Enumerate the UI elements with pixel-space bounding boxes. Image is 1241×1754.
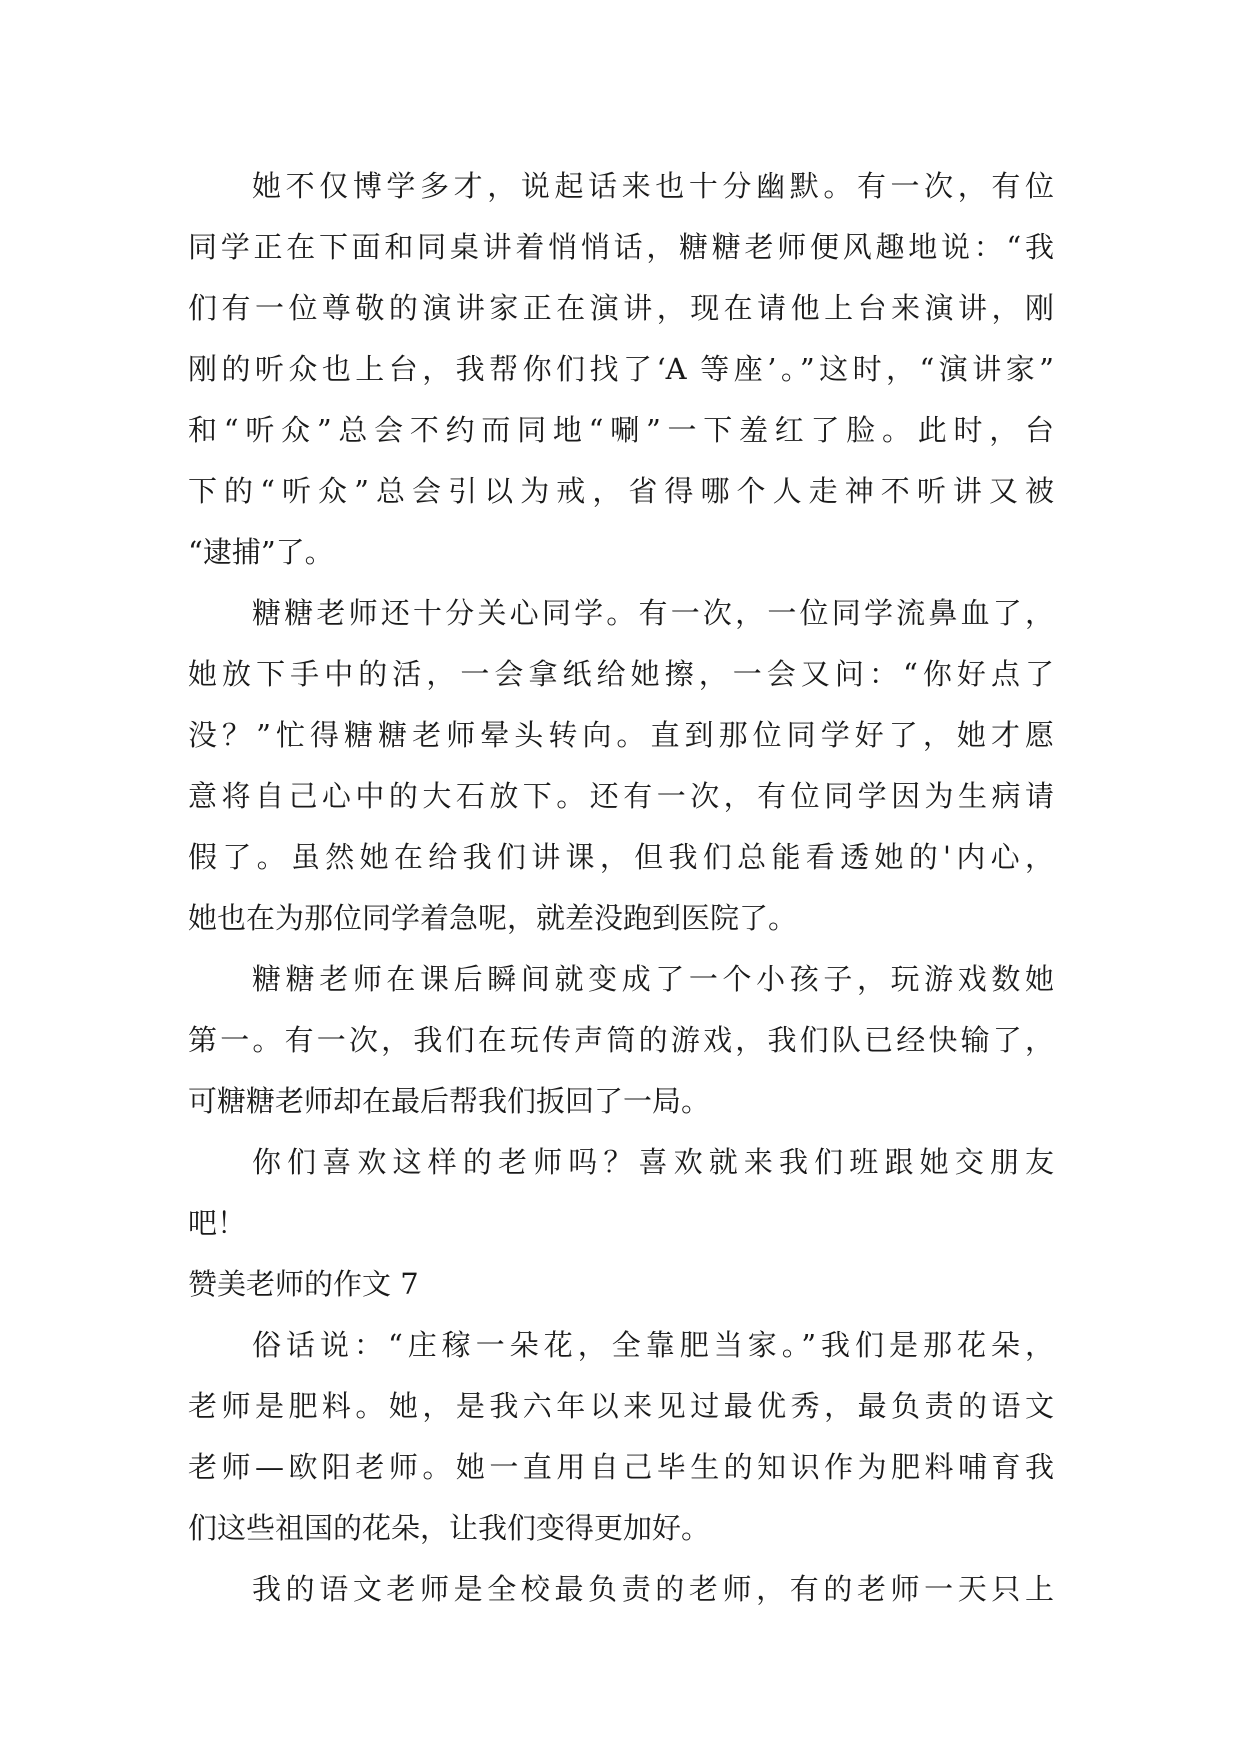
paragraph-humor	[188, 156, 1054, 583]
text-line: 假了。虽然她在给我们讲课，但我们总能看透她的'内心，	[188, 840, 1054, 874]
text-line: 和“听众”总会不约而同地“唰”一下羞红了脸。此时，台	[188, 413, 1054, 447]
text-line: 可糖糖老师却在最后帮我们扳回了一局。	[188, 1084, 711, 1118]
text-line: 她也在为那位同学着急呢，就差没跑到医院了。	[188, 901, 798, 935]
text-line: “逮捕”了。	[188, 535, 334, 569]
text-line: 我的语文老师是全校最负责的老师，有的老师一天只上	[252, 1572, 1054, 1606]
text-line: 老师—欧阳老师。她一直用自己毕生的知识作为肥料哺育我	[188, 1450, 1054, 1484]
paragraph-proverb	[188, 1315, 1054, 1559]
paragraph-caring	[188, 583, 1054, 949]
essay-title: 赞美老师的作文 7	[188, 1267, 419, 1301]
text-line: 没？”忙得糖糖老师晕头转向。直到那位同学好了，她才愿	[188, 718, 1054, 752]
section-heading	[188, 1254, 1054, 1315]
text-line: 糖糖老师在课后瞬间就变成了一个小孩子，玩游戏数她	[252, 962, 1054, 996]
text-line: 老师是肥料。她，是我六年以来见过最优秀，最负责的语文	[188, 1389, 1054, 1423]
document-body	[188, 156, 1054, 1620]
text-line: 她不仅博学多才，说起话来也十分幽默。有一次，有位	[252, 169, 1054, 203]
paragraph-closing	[188, 1132, 1054, 1254]
paragraph-playful	[188, 949, 1054, 1132]
text-line: 吧！	[188, 1206, 247, 1240]
text-line: 她放下手中的活，一会拿纸给她擦，一会又问：“你好点了	[188, 657, 1054, 691]
text-line: 俗话说：“庄稼一朵花，全靠肥当家。”我们是那花朵，	[252, 1328, 1054, 1362]
text-line: 们这些祖国的花朵，让我们变得更加好。	[188, 1511, 711, 1545]
text-line: 们有一位尊敬的演讲家正在演讲，现在请他上台来演讲，刚	[188, 291, 1054, 325]
text-line: 意将自己心中的大石放下。还有一次，有位同学因为生病请	[188, 779, 1054, 813]
text-line: 你们喜欢这样的老师吗？喜欢就来我们班跟她交朋友	[252, 1145, 1054, 1179]
paragraph-responsible	[188, 1559, 1054, 1620]
text-line: 刚的听众也上台，我帮你们找了‘A 等座’。”这时，“演讲家”	[188, 352, 1054, 386]
text-line: 第一。有一次，我们在玩传声筒的游戏，我们队已经快输了，	[188, 1023, 1054, 1057]
text-line: 同学正在下面和同桌讲着悄悄话，糖糖老师便风趣地说：“我	[188, 230, 1054, 264]
text-line: 糖糖老师还十分关心同学。有一次，一位同学流鼻血了，	[252, 596, 1054, 630]
text-line: 下的“听众”总会引以为戒，省得哪个人走神不听讲又被	[188, 474, 1054, 508]
